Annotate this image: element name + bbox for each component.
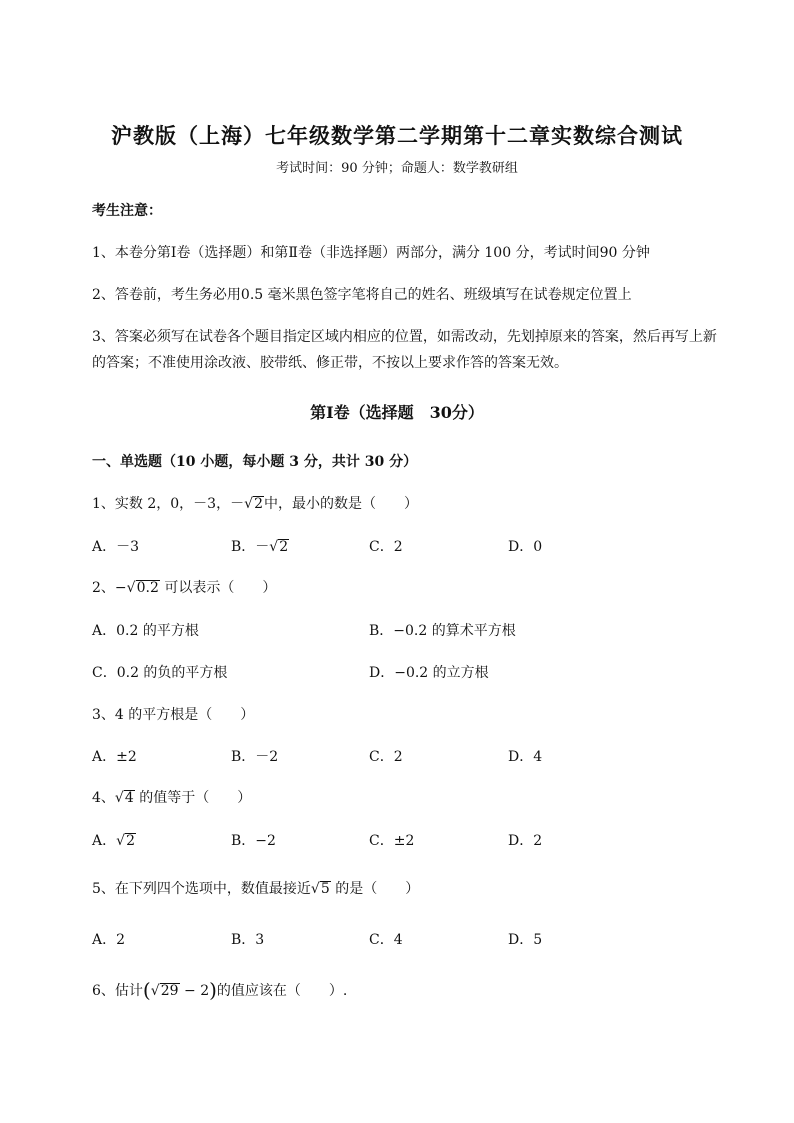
q2-option-b[interactable]: B．−0.2 的算术平方根 <box>369 623 516 639</box>
q5-option-a[interactable]: A．2 <box>92 932 126 948</box>
q3-option-b[interactable]: B．－2 <box>231 749 279 765</box>
question-3: 3、4 的平方根是（ ） <box>92 707 255 723</box>
q2-option-a[interactable]: A．0.2 的平方根 <box>92 623 199 639</box>
q5-option-b[interactable]: B．3 <box>231 932 265 948</box>
notice-item-3: 3、答案必须写在试卷各个题目指定区域内相应的位置，如需改动，先划掉原来的答案，然后再写上新 <box>92 329 717 345</box>
sqrt-expression: √ 4 <box>114 790 134 806</box>
notice-item-2: 2、答卷前，考生务必用0.5 毫米黑色签字笔将自己的姓名、班级填写在试卷规定位置上 <box>92 287 632 303</box>
question-6: 6、估计( √ 29 − 2)的值应该在（ ）. <box>92 978 348 1002</box>
q1-option-d[interactable]: D．0 <box>508 539 543 555</box>
q3-option-d[interactable]: D．4 <box>508 749 543 765</box>
notice-item-1: 1、本卷分第Ⅰ卷（选择题）和第Ⅱ卷（非选择题）两部分，满分 100 分，考试时间90 分钟 <box>92 245 650 261</box>
question-1 <box>92 493 418 513</box>
q3-option-a[interactable]: A．±2 <box>92 749 137 765</box>
q4-option-c[interactable]: C．±2 <box>369 833 415 849</box>
notice-heading: 考生注意： <box>92 203 162 219</box>
question-5: 5、在下列四个选项中，数值最接近 √ 5 的是（ ） <box>92 881 420 897</box>
q3-option-c[interactable]: C．2 <box>369 749 403 765</box>
q2-option-c[interactable]: C．0.2 的负的平方根 <box>92 665 228 681</box>
question-4: 4、 √ 4 的值等于（ ） <box>92 790 252 806</box>
question-1-stem-post: 中，最小的数是（ ） <box>264 496 419 512</box>
q2-option-d[interactable]: D．−0.2 的立方根 <box>369 665 489 681</box>
q4-option-a[interactable]: A． √ 2 <box>92 833 136 849</box>
question-2: 2、− √ 0.2 可以表示（ ） <box>92 580 277 596</box>
sqrt-expression: √ 2 <box>244 496 264 512</box>
section-title: 第Ⅰ卷（选择题 30分） <box>310 403 484 422</box>
exam-info: 考试时间：90 分钟；命题人：数学教研组 <box>276 161 518 176</box>
sqrt-expression: √ 5 <box>310 881 330 897</box>
sqrt-expression: √ 2 <box>116 833 136 849</box>
sqrt-expression: √ 0.2 <box>126 580 159 596</box>
q1-option-c[interactable]: C．2 <box>369 539 403 555</box>
q5-option-d[interactable]: D．5 <box>508 932 543 948</box>
q1-option-a[interactable]: A．－3 <box>92 539 140 555</box>
q4-option-b[interactable]: B．−2 <box>231 833 276 849</box>
sqrt-expression: √ 29 <box>150 983 179 999</box>
q1-option-b[interactable]: B．－ √ 2 <box>231 539 289 555</box>
q5-option-c[interactable]: C．4 <box>369 932 403 948</box>
page-title: 沪教版（上海）七年级数学第二学期第十二章实数综合测试 <box>111 123 683 148</box>
part-heading: 一、单选题（10 小题，每小题 3 分，共计 30 分） <box>92 454 418 470</box>
q4-option-d[interactable]: D．2 <box>508 833 543 849</box>
notice-item-3-cont: 的答案；不准使用涂改液、胶带纸、修正带，不按以上要求作答的答案无效。 <box>92 355 568 371</box>
question-1-stem-pre: 1、实数 2，0，－3，－ <box>92 496 245 512</box>
sqrt-expression: √ 2 <box>269 539 289 555</box>
